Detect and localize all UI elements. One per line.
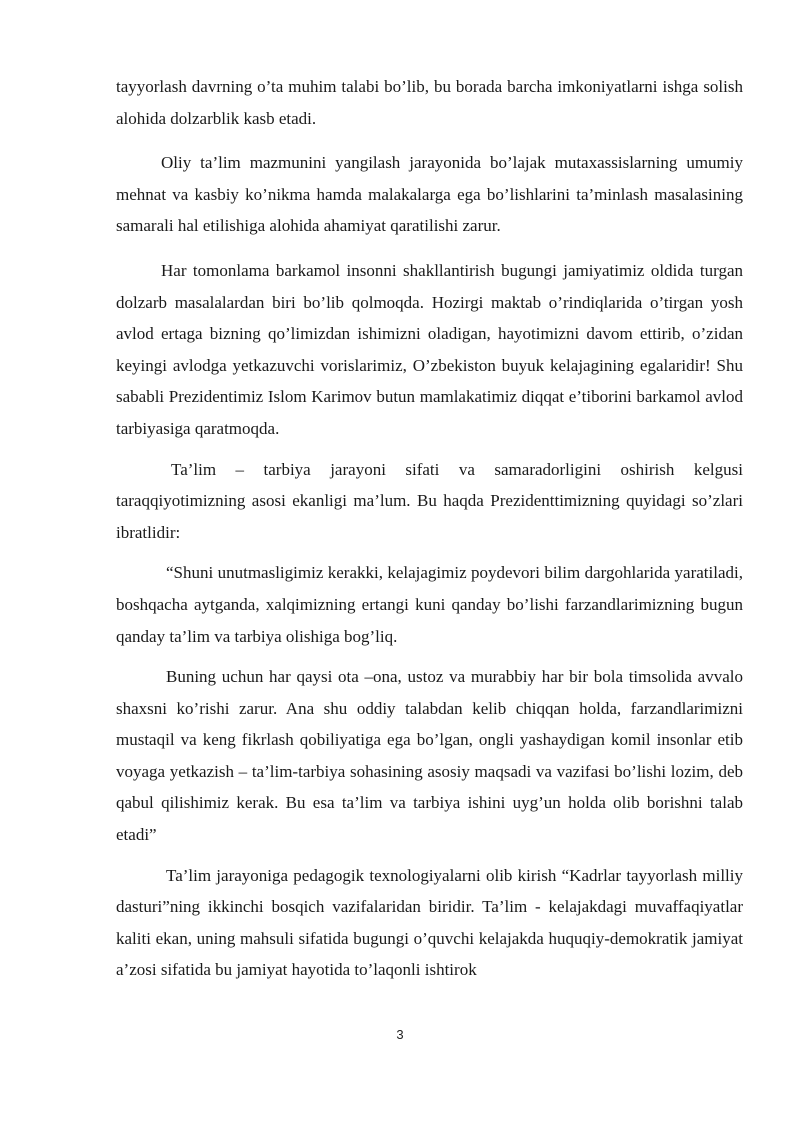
paragraph-pedagogical-technologies: Ta’lim jarayoniga pedagogik texnologiyalarni olib kirish “Kadrlar tayyorlash milliy dasturi”ning ikkinchi bosqich vazifalaridan biridir. Ta’lim - kelajakdagi muvaffaqiyatlar kaliti ekan, uning mahsuli sifatida bugungi o’quvchi kelajakda huquqiy-demokratik jamiyat a’zosi sifatida bu jamiyat hayotida to’laqonli ishtirok — [116, 865, 743, 980]
paragraph-higher-education: Oliy ta’lim mazmunini yangilash jarayonida bo’lajak mutaxassislarning umumiy mehnat va kasbiy ko’nikma hamda malakalarga ega bo’lishlarini ta’minlash masalasining samarali hal etilishiga alohida ahamiyat qaratilishi zarur. — [116, 153, 743, 236]
paragraph-quote-start: “Shuni unutmasligimiz kerakki, kelajagimiz poydevori bilim dargohlarida yaratiladi, boshqacha aytganda, xalqimizning ertangi kuni qanday bo’lishi farzandlarimizning bugun qanday ta’lim va tarbiya olishiga bog’liq. — [116, 563, 743, 646]
page-body — [116, 71, 743, 986]
paragraph-education-quality: Ta’lim – tarbiya jarayoni sifati va samaradorligini oshirish kelgusi taraqqiyotimizning asosi ekanligi ma’lum. Bu haqda Prezidenttimizning quyidagi so’zlari ibratlidir: — [116, 459, 743, 542]
page-number: 3 — [396, 1027, 404, 1042]
paragraph-continuation: tayyorlash davrning o’ta muhim talabi bo’lib, bu borada barcha imkoniyatlarni ishga solish alohida dolzarblik kasb etadi. — [116, 77, 743, 128]
paragraph-harmonious-person: Har tomonlama barkamol insonni shakllantirish bugungi jamiyatimiz oldida turgan dolzarb masalalardan biri bo’lib qolmoqda. Hozirgi maktab o’rindiqlarida o’tirgan yosh avlod ertaga bizning qo’limizdan ishimizni oladigan, hayotimizni davom ettirib, o’zidan keyingi avlodga yetkazuvchi vorislarimiz, O’zbekiston buyuk kelajagining egalaridir! Shu sababli Prezidentimiz Islom Karimov butun mamlakatimiz diqqat e’tiborini barkamol avlod tarbiyasiga qaratmoqda. — [116, 260, 743, 438]
paragraph-quote-end: Buning uchun har qaysi ota –ona, ustoz va murabbiy har bir bola timsolida avvalo shaxsni ko’rishi zarur. Ana shu oddiy talabdan kelib chiqqan holda, farzandlarimizni mustaqil va keng fikrlash qobiliyatiga ega bo’lgan, ongli yashaydigan komil insonlar etib voyaga yetkazish – ta’lim-tarbiya sohasining asosiy maqsadi va vazifasi bo’lishi lozim, deb qabul qilishimiz kerak. Bu esa ta’lim va tarbiya ishini uyg’un holda olib borishni talab etadi” — [116, 667, 743, 845]
